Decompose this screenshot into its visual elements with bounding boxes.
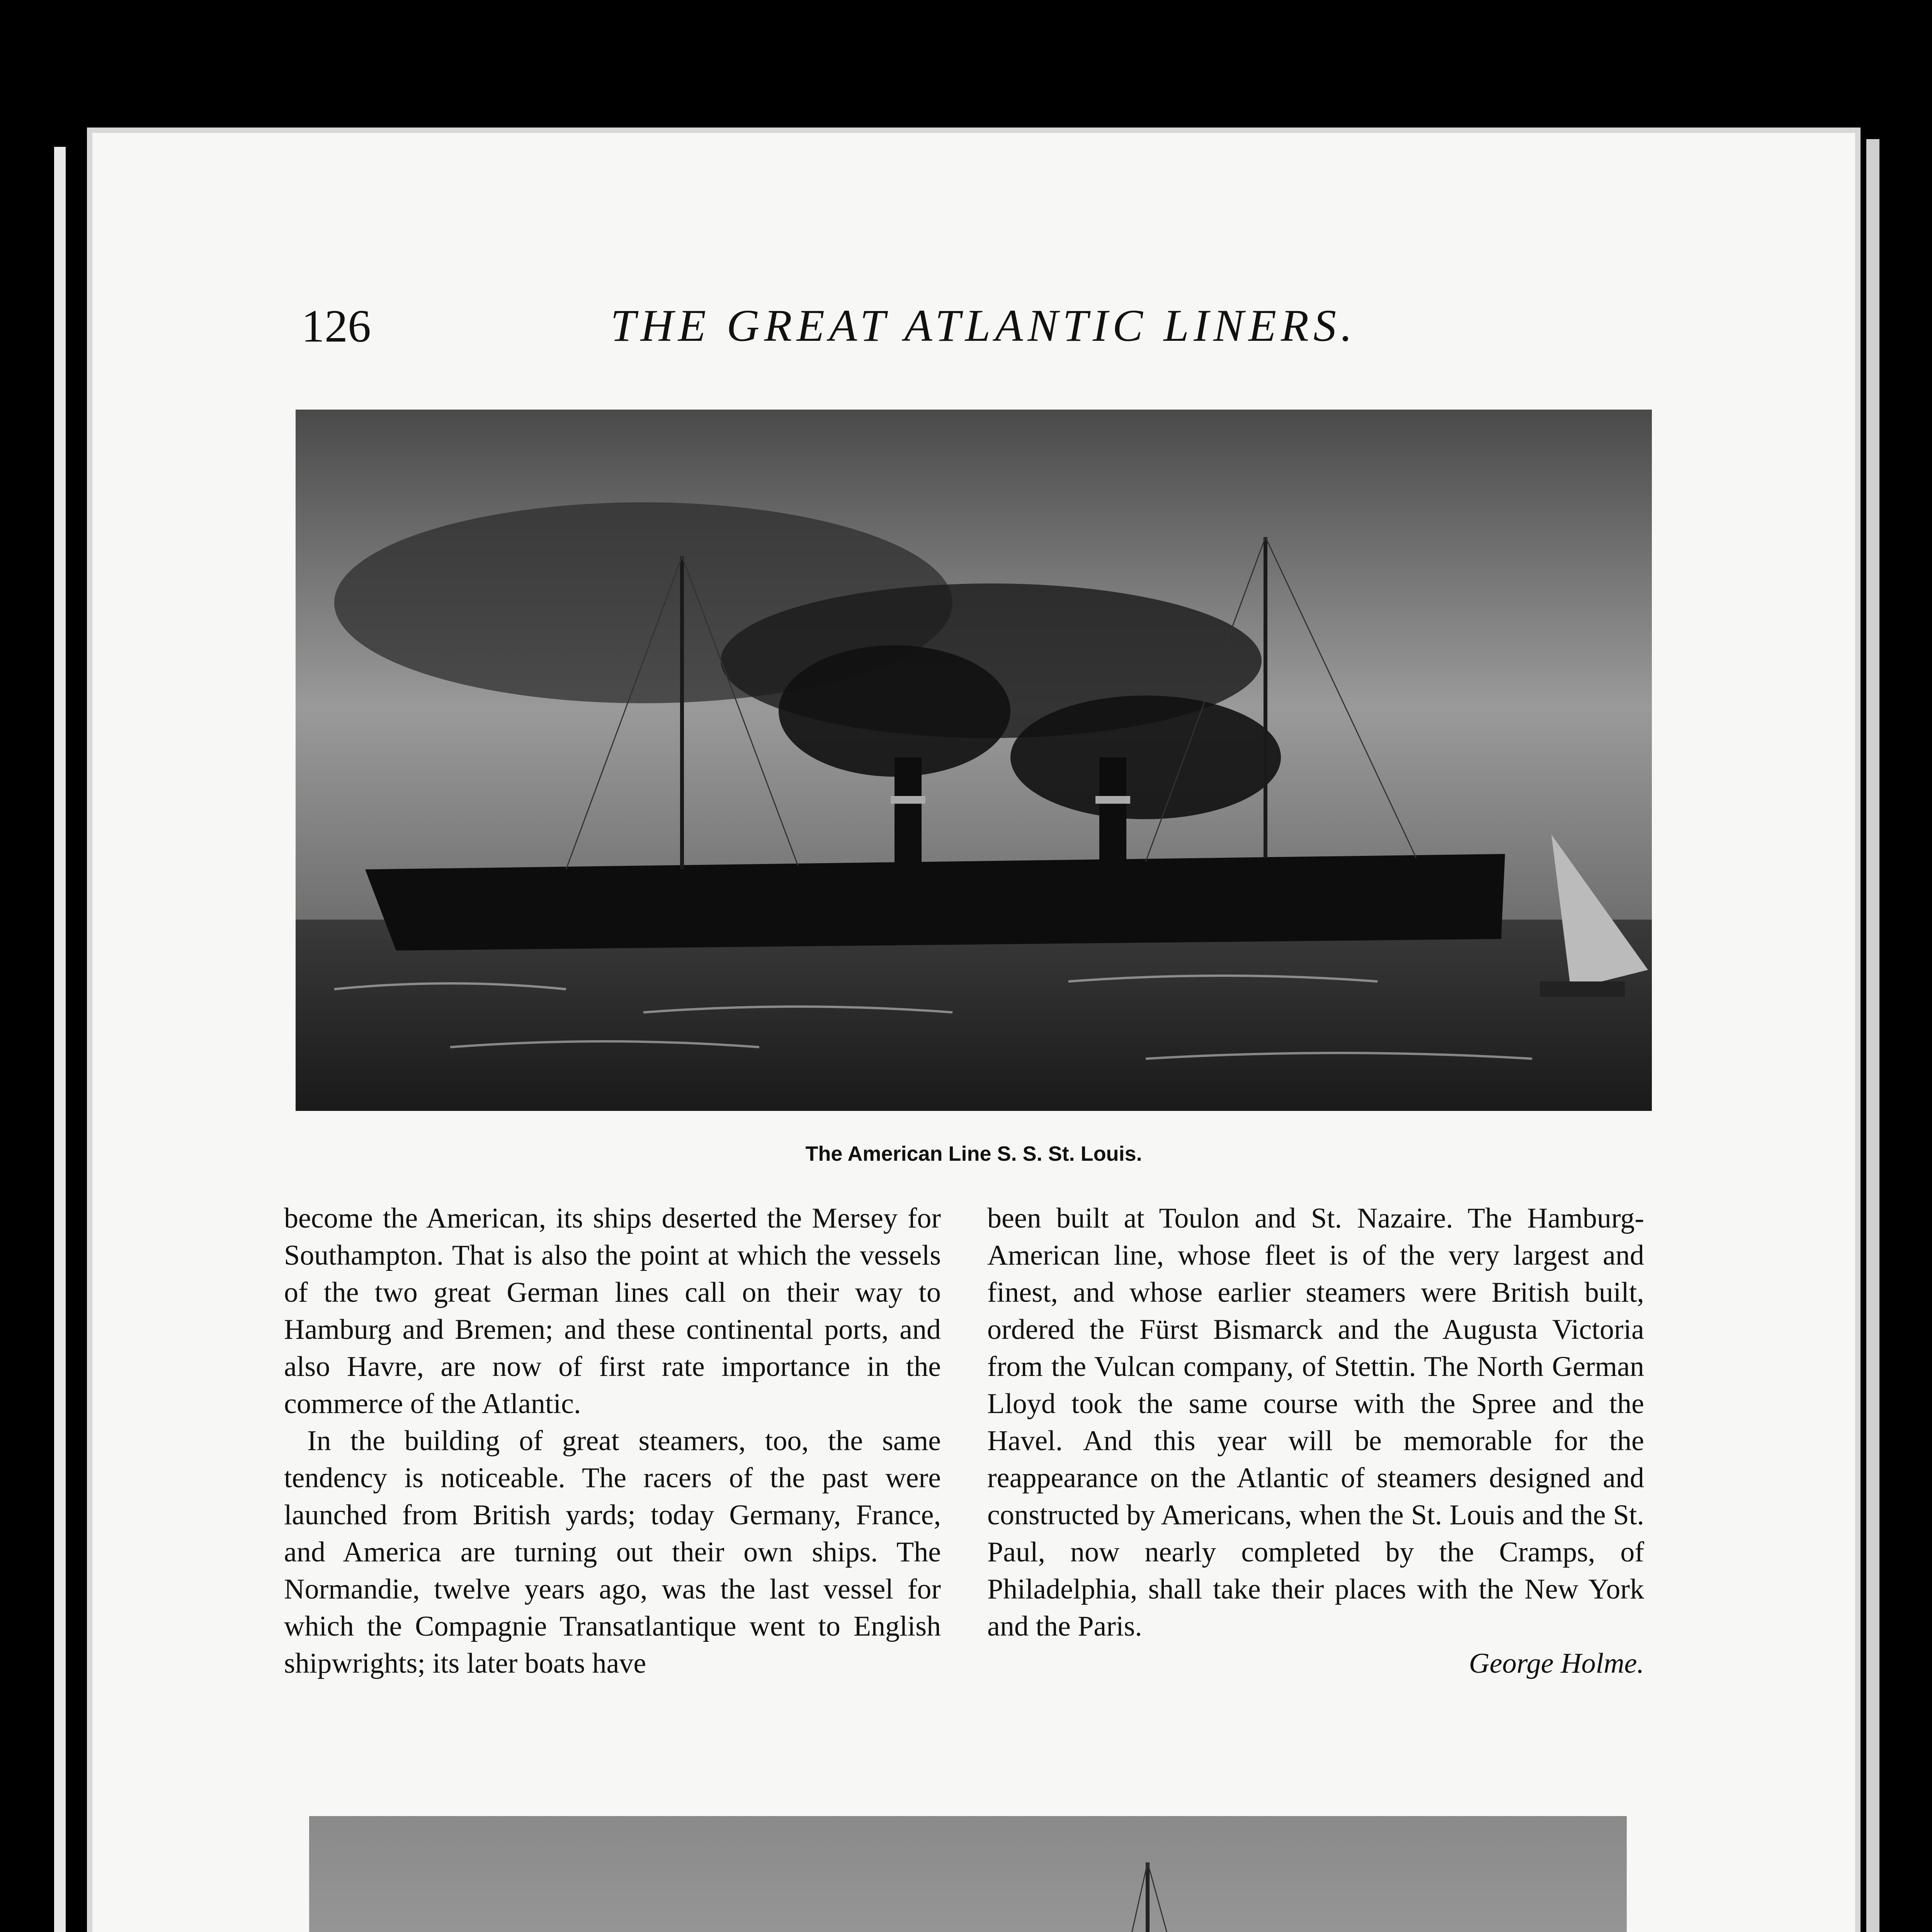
book-binding-edge (54, 147, 66, 1932)
running-head: THE GREAT ATLANTIC LINERS. (611, 300, 1357, 351)
caption-st-louis: The American Line S. S. St. Louis. (805, 1142, 1142, 1165)
photograph-augusta-victoria (309, 1816, 1627, 1932)
paragraph: become the American, its ships deserted the Mersey for Southampton. That is also the point at which the vessels of the two great German lines call on their way to Hamburg and Bremen; and these continental ports, and also Havre, are now of first rate importance in the commerce of the Atlantic. (284, 1202, 941, 1420)
paragraph: In the building of great steamers, too, the same tendency is noticeable. The racers of the past were launched from British yards; today Germany, France, and America are turning out their own ships. The Normandie, twelve years ago, was the last vessel for which the Compagnie Transatlantique went to English shipwrights; its later boats have (284, 1425, 941, 1679)
author-signature: George Holme. (1469, 1648, 1644, 1679)
page-number: 126 (301, 300, 371, 352)
next-page-edge (1866, 139, 1879, 1932)
augusta-victoria-steamship-photo (309, 1816, 1627, 1932)
page-header (301, 299, 1770, 357)
illustration-st-louis (296, 410, 1652, 1111)
article-column-right (987, 1200, 1644, 1682)
st-louis-steamship-illustration (296, 410, 1652, 1111)
paragraph: been built at Toulon and St. Nazaire. The Hamburg-American line, whose fleet is of the very largest and finest, and whose earlier steamers were British built, ordered the Fürst Bismarck and the Augusta Victoria from the Vulcan company, of Stettin. The North German Lloyd took the same course with the Spree and the Havel. And this year will be memorable for the reappearance on the Atlantic of steamers designed and constructed by Americans, when the St. Louis and the St. Paul, now nearly completed by the Cramps, of Philadelphia, shall take their places with the New York and the Paris. (987, 1202, 1644, 1642)
article-column-left (284, 1200, 941, 1682)
